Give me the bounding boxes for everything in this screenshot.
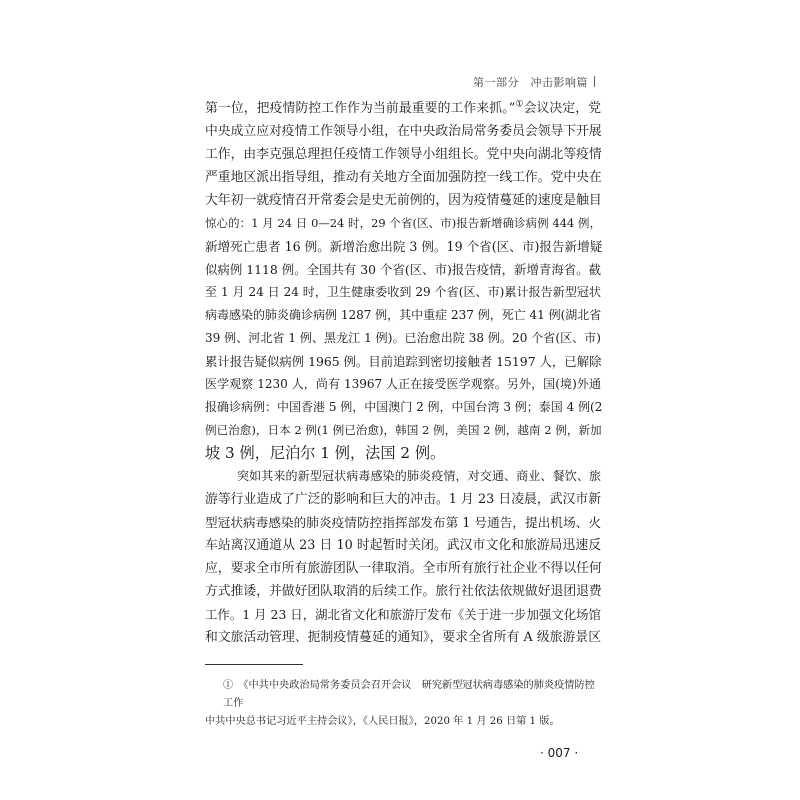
running-header (473, 74, 595, 90)
text-segment: 第一位，把疫情防控工作作为当前最重要的工作来抓。” (205, 101, 516, 116)
text-line: 医学观察 1230 人，尚有 13967 人正在接受医学观察。另外，国(境)外通 (205, 377, 601, 391)
text-line: 病毒感染的肺炎确诊病例 1287 例，其中重症 237 例，死亡 41 例(湖北省 (205, 308, 602, 322)
header-divider (594, 76, 595, 87)
text-line: 应，要求全市所有旅游团队一律取消。全市所有旅行社企业不得以任何 (205, 561, 602, 576)
text-line: 新增死亡患者 16 例。新增治愈出院 3 例。19 个省(区、市)报告新增疑 (205, 239, 603, 254)
text-line: 工作。1 月 23 日，湖北省文化和旅游厅发布《关于进一步加强文化场馆 (205, 607, 601, 622)
text-line: 大年初一就疫情召开常委会是史无前例的，因为疫情蔓延的速度是触目 (205, 193, 602, 208)
text-line: 惊心的：1 月 24 日 0—24 时，29 个省(区、市)报告新增确诊病例 444 例， (205, 216, 601, 230)
text-line: 至 1 月 24 日 24 时，卫生健康委收到 29 个省(区、市)累计报告新型冠状 (205, 285, 601, 299)
footnote-ref[interactable]: ① (515, 99, 524, 110)
body-text (205, 97, 601, 649)
text-line (205, 97, 601, 120)
text-line: 和文旅活动管理、扼制疫情蔓延的通知》，要求全省所有 A 级旅游景区 (205, 630, 601, 645)
text-line: 中央成立应对疫情工作领导小组，在中央政治局常务委员会领导下开展 (205, 124, 602, 139)
text-line: 报确诊病例：中国香港 5 例，中国澳门 2 例，中国台湾 3 例；泰国 4 例(2 (205, 400, 603, 414)
text-line: 方式推诿，并做好团队取消的后续工作。旅行社依法依规做好退团退费 (205, 584, 602, 599)
text-line: 例已治愈)，日本 2 例(1 例已治愈)，韩国 2 例，美国 2 例，越南 2 例，新加 (205, 423, 602, 437)
text-line: 游等行业造成了广泛的影响和巨大的冲击。1 月 23 日凌晨，武汉市新 (205, 492, 601, 507)
text-line: 工作，由李克强总理担任疫情工作领导小组组长。党中央向湖北等疫情 (205, 147, 602, 162)
section-title: 第一部分 冲击影响篇 (473, 76, 588, 89)
text-line: 车站离汉通道从 23 日 10 时起暂时关闭。武汉市文化和旅游局迅速反 (205, 538, 601, 553)
footnote-line: ① 《中共中央政治局常务委员会召开会议 研究新型冠状病毒感染的肺炎疫情防控工作 (223, 680, 595, 709)
text-line: 坡 3 例，尼泊尔 1 例，法国 2 例。 (205, 444, 446, 462)
text-line: 39 例、河北省 1 例、黑龙江 1 例)。已治愈出院 38 例。20 个省(区、市) (205, 331, 601, 345)
footnote (205, 677, 601, 731)
page-number: · 007 · (540, 746, 579, 760)
text-line: 累计报告疑似病例 1965 例。目前追踪到密切接触者 15197 人，已解除 (205, 354, 602, 369)
text-line: 突如其来的新型冠状病毒感染的肺炎疫情，对交通、商业、餐饮、旅 (237, 469, 601, 483)
text-line: 型冠状病毒感染的肺炎疫情防控指挥部发布第 1 号通告，提出机场、火 (205, 515, 601, 530)
footnote-divider (205, 664, 303, 665)
text-segment: 会议决定，党 (523, 101, 601, 116)
text-line: 似病例 1118 例。全国共有 30 个省(区、市)报告疫情，新增青海省。截 (205, 262, 601, 277)
footnote-line: 中共中央总书记习近平主持会议》，《人民日报》，2020 年 1 月 26 日第 1 版。 (205, 716, 560, 727)
text-line: 严重地区派出指导组，推动有关地方全面加强防控一线工作。党中央在 (205, 170, 602, 185)
